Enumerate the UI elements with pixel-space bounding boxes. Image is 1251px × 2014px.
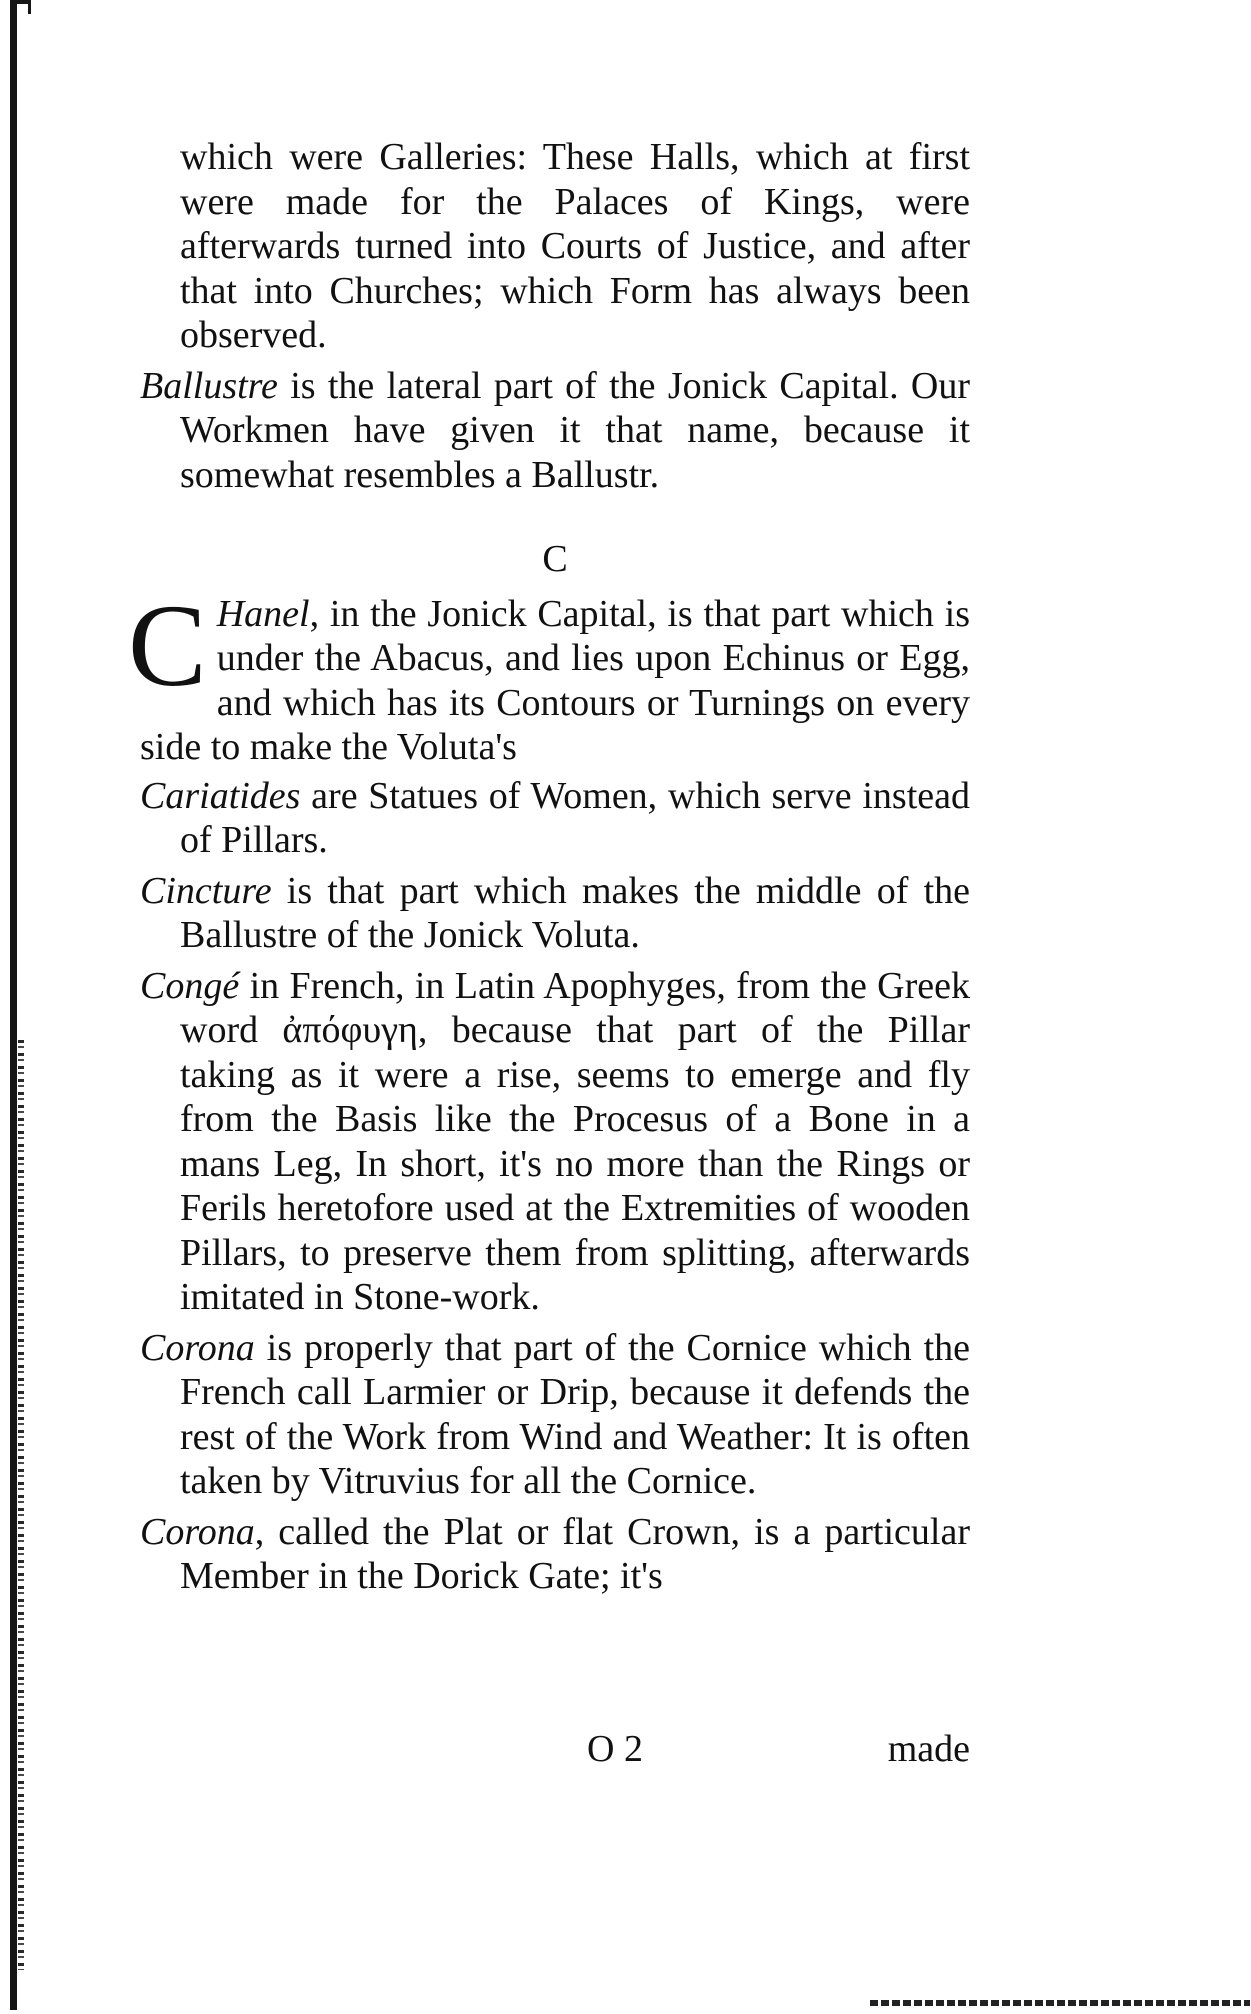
section-heading: C (542, 538, 568, 580)
entry-chanel (128, 579, 970, 770)
entry-ballustre (140, 364, 970, 498)
entry-text: , called the Plat or flat Crown, is a particular Member in the Dorick Gate; it's (180, 1510, 970, 1597)
page-footer (140, 1727, 970, 1771)
headword: Cariatides (140, 774, 301, 817)
entry-text: is properly that part of the Cornice which the French call Larmier or Drip, because it defends the rest of the Work from Wind and Weather: It is often taken by Vitruvius for all the Cornice. (180, 1326, 970, 1502)
entry-text: are Statues of Women, which serve instead of Pillars. (180, 774, 970, 861)
entry-cincture (140, 869, 970, 958)
page-edge-bottom (870, 2000, 1250, 2006)
intro-continuation: which were Galleries: These Halls, which at first were made for the Palaces of Kings, were afterwards turned into Courts of Justice, and after that into Churches; which Form has always been observed. (180, 136, 970, 356)
drop-cap: C (128, 579, 207, 711)
headword: Corona (140, 1510, 255, 1553)
page-body (128, 135, 970, 1605)
entry-text: is the lateral part of the Jonick Capital. Our Workmen have given it that name, because it somewhat resembles a Ballustr. (180, 364, 970, 496)
headword: Cincture (140, 869, 272, 912)
headword: Congé (140, 964, 240, 1007)
entry-text: is that part which makes the middle of the Ballustre of the Jonick Voluta. (180, 869, 970, 956)
entry-conge (140, 964, 970, 1320)
page-edge-shadow (10, 0, 17, 2010)
entry-corona (140, 1326, 970, 1504)
entry-cariatides (140, 774, 970, 863)
headword: Corona (140, 1326, 255, 1369)
entry-corona-flat (140, 1510, 970, 1599)
headword: Hanel (216, 592, 310, 635)
entry-text: in French, in Latin Apophyges, from the Greek word ἀπόφυγη, because that part of the Pillar taking as it were a rise, seems to emerge and fly from the Basis like the Procesus of a Bone in a mans Leg, In short, it's no more than the Rings or Ferils heretofore used at the Extremities of wooden Pillars, to preserve them from splitting, afterwards imitated in Stone-work. (180, 964, 970, 1318)
headword: Ballustre (140, 364, 278, 407)
entry-text: , in the Jonick Capital, is that part which is under the Abacus, and lies upon Echinus or Egg, and which has its Contours or Turnings on every side to make the Voluta's (140, 592, 970, 768)
page-corner-mark (10, 0, 31, 14)
signature-mark: O 2 (587, 1728, 643, 1770)
page-edge-speckle (18, 1040, 24, 1970)
catchword: made (887, 1728, 970, 1770)
